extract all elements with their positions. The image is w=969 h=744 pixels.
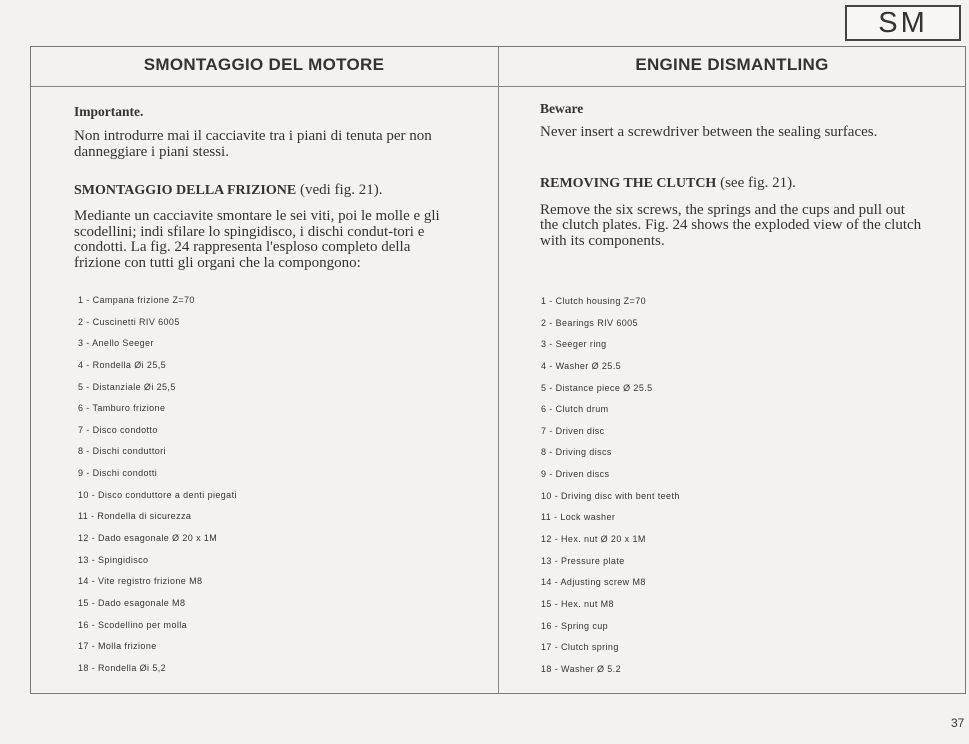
english-clutch-heading — [540, 175, 926, 192]
italian-clutch-heading — [74, 182, 460, 199]
list-item: 14 - Vite registro frizione M8 — [78, 576, 203, 587]
list-item: 18 - Rondella Øi 5,2 — [78, 662, 167, 673]
italian-note-text: Non introdurre mai il cacciavite tra i piani di tenuta per non danneggiare i piani stessi. — [74, 128, 432, 160]
list-item: 8 - Dischi conduttori — [78, 446, 166, 457]
list-item: 5 - Distanziale Øi 25,5 — [78, 381, 176, 392]
column-divider — [498, 46, 499, 694]
list-item: 14 - Adjusting screw M8 — [541, 577, 646, 588]
list-item: 18 - Washer Ø 5.2 — [541, 663, 621, 674]
list-item: 1 - Clutch housing Z=70 — [541, 296, 647, 306]
english-heading-bold: REMOVING THE CLUTCH — [540, 175, 717, 191]
list-item: 12 - Hex. nut Ø 20 x 1M — [541, 534, 646, 545]
italian-paragraph: Mediante un cacciavite smontare le sei viti, poi le molle e gli scodellini; indi sfilare lo spingidisco, i dischi condut-tori e condotti. La fig. 24 rappresenta l'esploso completo della frizione con tutti gli organi che la compongono: — [74, 208, 440, 271]
list-item: 17 - Molla frizione — [78, 641, 157, 652]
english-title: ENGINE DISMANTLING — [635, 55, 829, 74]
english-column — [540, 101, 926, 249]
list-item: 12 - Dado esagonale Ø 20 x 1M — [78, 533, 218, 544]
italian-title: SMONTAGGIO DEL MOTORE — [143, 55, 385, 74]
list-item: 7 - Disco condotto — [78, 424, 158, 435]
english-note-label: Beware — [540, 101, 584, 116]
list-item: 13 - Spingidisco — [78, 554, 149, 565]
list-item: 2 - Bearings RIV 6005 — [541, 317, 638, 328]
italian-parts-list — [78, 295, 478, 685]
list-item: 13 - Pressure plate — [541, 555, 625, 566]
list-item: 10 - Driving disc with bent teeth — [541, 490, 680, 501]
list-item: 6 - Tamburo frizione — [78, 403, 166, 414]
list-item: 4 - Rondella Øi 25,5 — [78, 359, 167, 370]
english-paragraph: Remove the six screws, the springs and the cups and pull out the clutch plates. Fig. 24 shows the exploded view of the clutch with its components. — [540, 201, 922, 249]
list-item: 3 - Seeger ring — [541, 339, 607, 350]
list-item: 9 - Dischi condotti — [78, 468, 158, 479]
section-tab: SM — [845, 5, 961, 41]
list-item: 4 - Washer Ø 25.5 — [541, 360, 621, 371]
list-item: 15 - Dado esagonale M8 — [78, 597, 186, 608]
list-item: 11 - Lock washer — [541, 512, 616, 523]
list-item: 10 - Disco conduttore a denti piegati — [78, 489, 237, 500]
list-item: 11 - Rondella di sicurezza — [78, 511, 192, 522]
italian-heading-bold: SMONTAGGIO DELLA FRIZIONE — [74, 183, 297, 198]
english-note-text: Never insert a screwdriver between the sealing surfaces. — [540, 124, 878, 140]
list-item: 6 - Clutch drum — [541, 404, 609, 415]
italian-note-label: Importante. — [74, 104, 144, 119]
english-parts-list — [541, 296, 941, 686]
list-item: 2 - Cuscinetti RIV 6005 — [78, 316, 180, 327]
list-item: 16 - Scodellino per molla — [78, 619, 188, 630]
list-item: 16 - Spring cup — [541, 620, 609, 631]
list-item: 1 - Campana frizione Z=70 — [78, 295, 195, 305]
english-heading-rest: (see fig. 21). — [716, 174, 796, 191]
italian-heading-rest: (vedi fig. 21). — [296, 182, 383, 198]
italian-column — [74, 104, 460, 271]
page-number: 37 — [951, 716, 965, 730]
list-item: 3 - Anello Seeger — [78, 338, 154, 349]
list-item: 17 - Clutch spring — [541, 642, 619, 653]
list-item: 7 - Driven disc — [541, 425, 605, 436]
list-item: 15 - Hex. nut M8 — [541, 598, 614, 609]
list-item: 5 - Distance piece Ø 25.5 — [541, 382, 653, 393]
list-item: 8 - Driving discs — [541, 447, 612, 458]
list-item: 9 - Driven discs — [541, 469, 610, 480]
